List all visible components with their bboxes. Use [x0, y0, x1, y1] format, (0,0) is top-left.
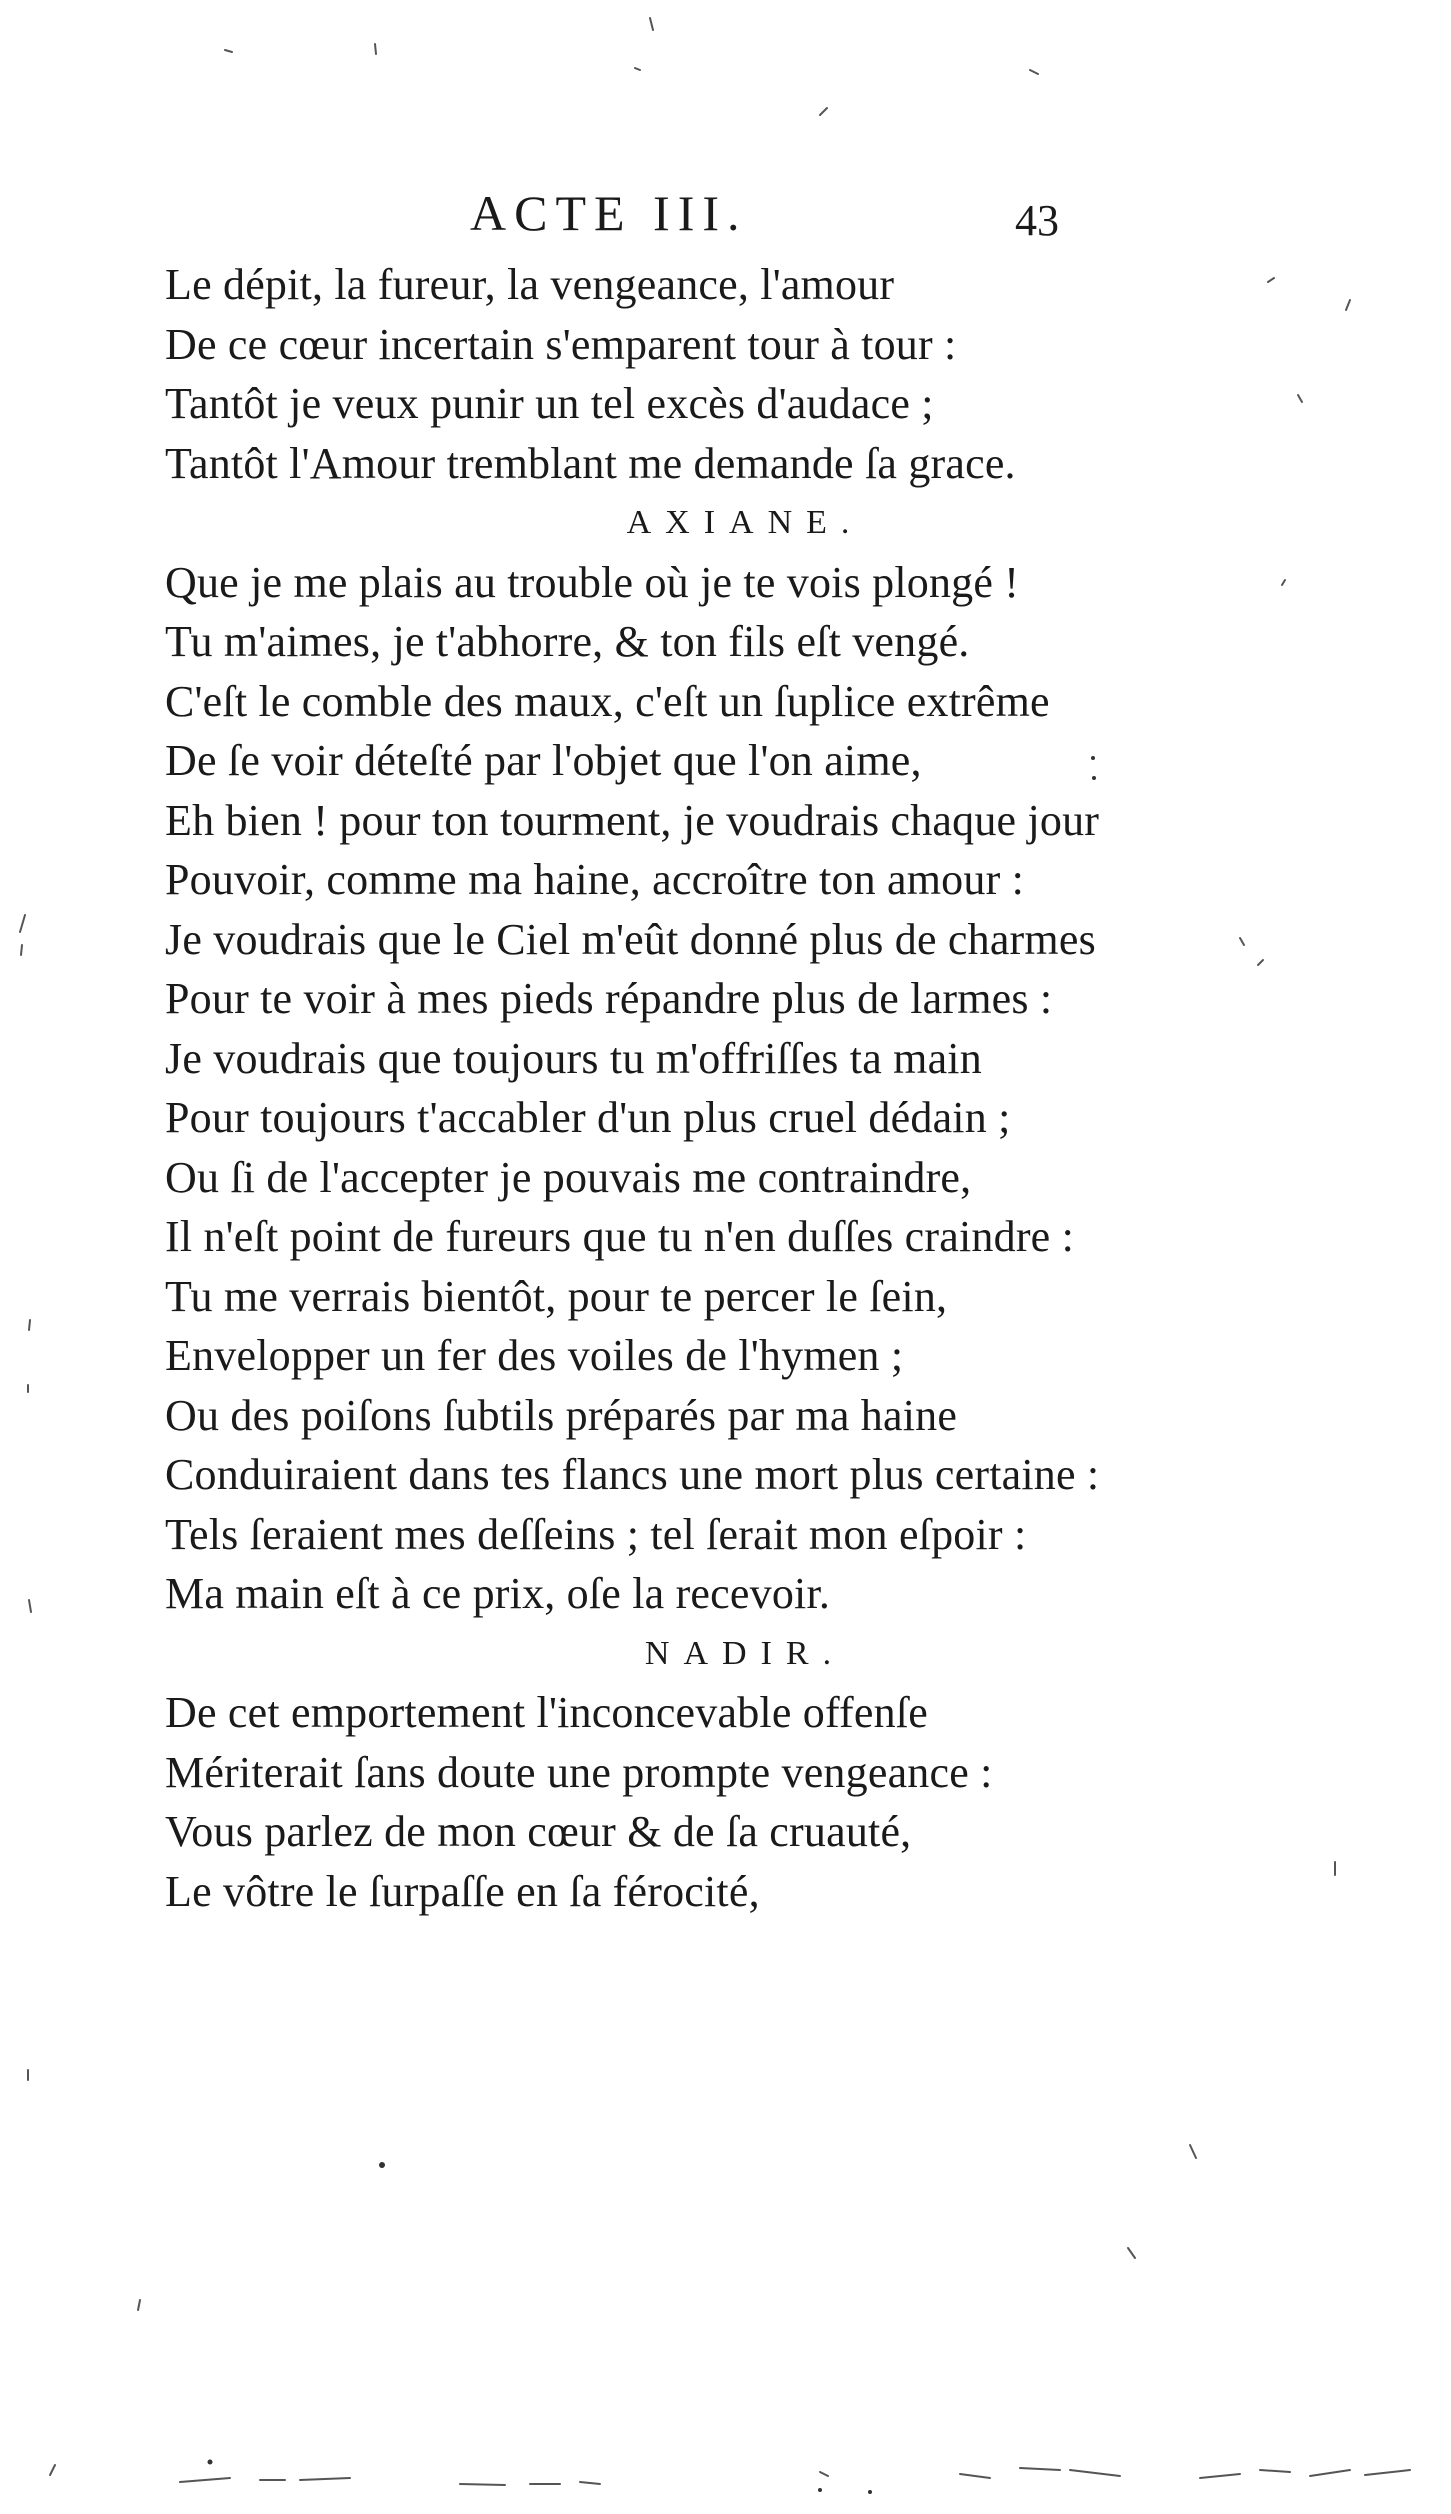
verse-line: C'eſt le comble des maux, c'eſt un ſuplice extrême: [165, 676, 1050, 726]
verse-line: Ou des poiſons ſubtils préparés par ma haine: [165, 1390, 958, 1440]
verse-line: Que je me plais au trouble où je te vois plongé !: [165, 557, 1020, 607]
verse-line: Pour toujours t'accabler d'un plus cruel dédain ;: [165, 1093, 1011, 1142]
verse-line: Envelopper un fer des voiles de l'hymen ;: [165, 1331, 904, 1380]
verse-line: De cet emportement l'inconcevable offenſe: [165, 1688, 928, 1737]
verse-line: Pouvoir, comme ma haine, accroître ton amour :: [165, 855, 1025, 904]
verse-line: Conduiraient dans tes flancs une mort plus certaine :: [165, 1450, 1100, 1499]
verse-line: Tu m'aimes, je t'abhorre, & ton fils eſt vengé.: [165, 617, 970, 666]
verse-line: Mériterait ſans doute une prompte vengeance :: [165, 1747, 993, 1797]
verse-line: Le vôtre le ſurpaſſe en ſa férocité,: [165, 1866, 760, 1916]
verse-line: Tantôt je veux punir un tel excès d'audace ;: [165, 379, 934, 428]
verse-line: Pour te voir à mes pieds répandre plus de larmes :: [165, 974, 1053, 1023]
verse-line: Il n'eſt point de fureurs que tu n'en duſſes craindre :: [165, 1212, 1075, 1261]
verse-line: Ma main eſt à ce prix, oſe la recevoir.: [165, 1569, 831, 1618]
speaker-name: AXIANE.: [626, 504, 864, 541]
verse-line: Tels ſeraient mes deſſeins ; tel ſerait mon eſpoir :: [165, 1509, 1027, 1559]
verse-line: Tantôt l'Amour tremblant me demande ſa grace.: [165, 438, 1016, 488]
running-title: ACTE III.: [470, 185, 748, 241]
verse-line: Eh bien ! pour ton tourment, je voudrais chaque jour: [165, 795, 1100, 845]
verse-line: Je voudrais que toujours tu m'offriſſes ta main: [165, 1033, 982, 1083]
verse-line: Je voudrais que le Ciel m'eût donné plus de charmes: [165, 914, 1096, 964]
page-header: [0, 178, 1451, 248]
verse-line: Tu me verrais bientôt, pour te percer le ſein,: [165, 1271, 948, 1321]
verse-line: Ou ſi de l'accepter je pouvais me contraindre,: [165, 1152, 972, 1202]
verse-line: Le dépit, la fureur, la vengeance, l'amour: [165, 260, 895, 309]
verse-line: De ſe voir déteſté par l'objet que l'on aime,: [165, 736, 922, 785]
verse-line: De ce cœur incertain s'emparent tour à tour :: [165, 319, 957, 369]
verse-block: [165, 255, 1265, 1921]
verse-line: Vous parlez de mon cœur & de ſa cruauté,: [165, 1807, 912, 1856]
speaker-name: NADIR.: [644, 1634, 846, 1672]
page-number: 43: [1015, 196, 1059, 245]
